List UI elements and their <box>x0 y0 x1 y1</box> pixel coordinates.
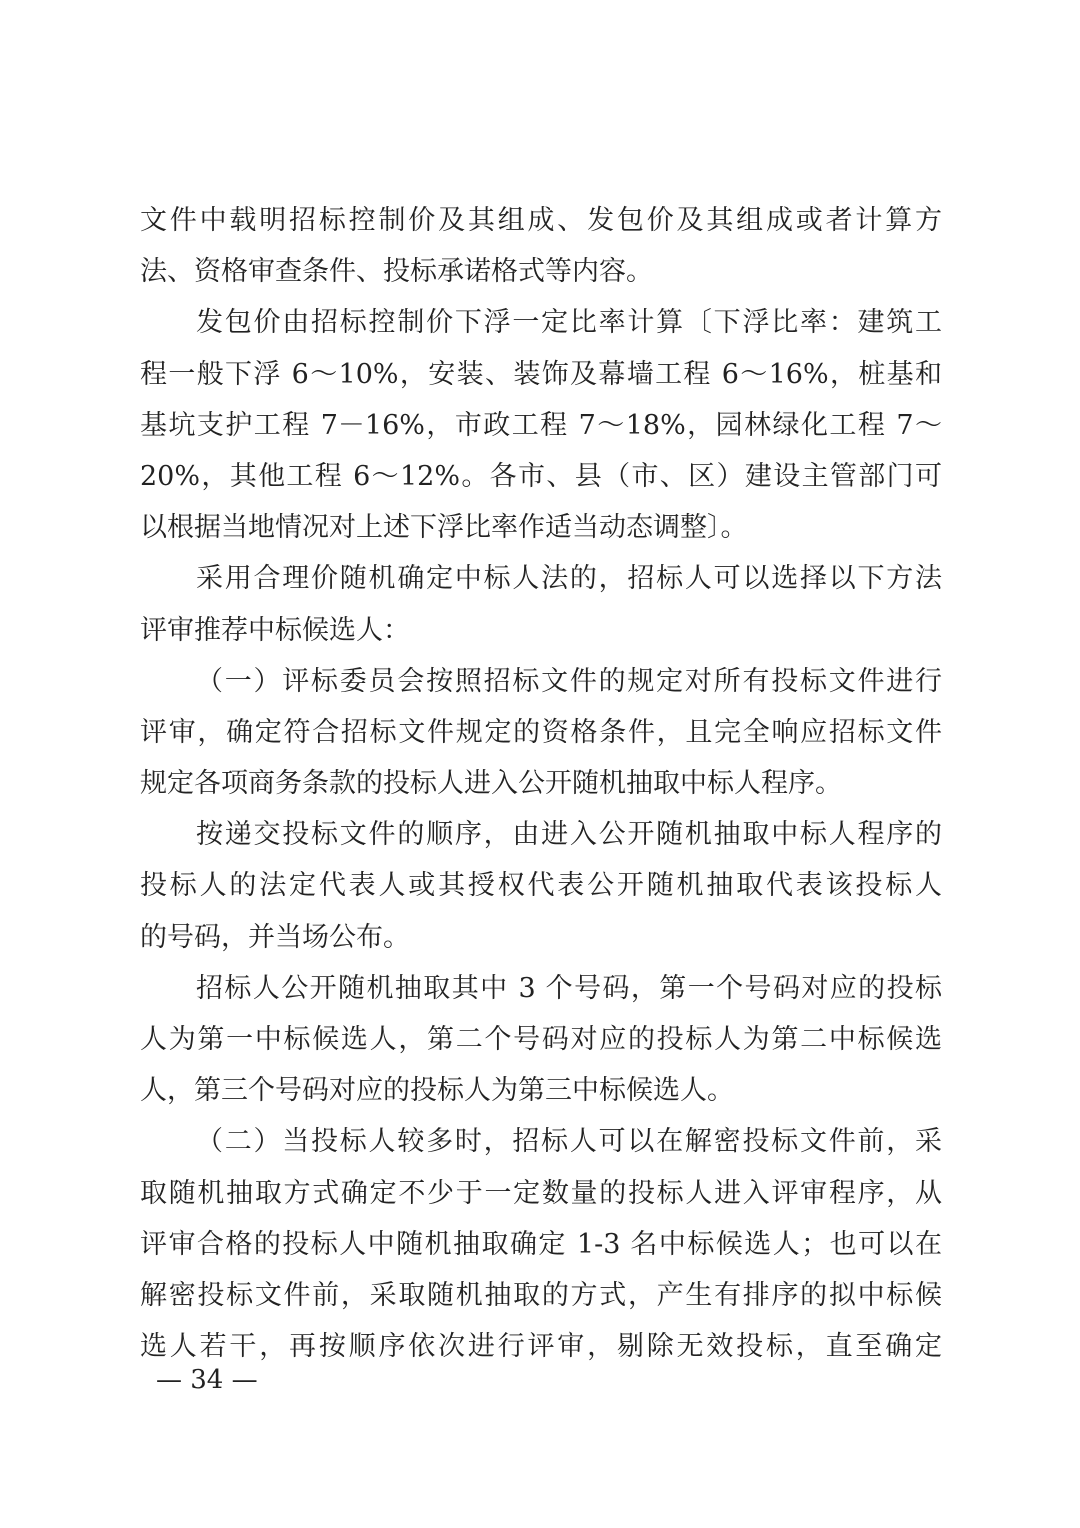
text-line: 以根据当地情况对上述下浮比率作适当动态调整〕。 <box>140 512 748 544</box>
text-line: 基坑支护工程 7－16%，市政工程 7～18%，园林绿化工程 7～ <box>140 409 942 441</box>
text-line: 采用合理价随机确定中标人法的，招标人可以选择以下方法 <box>196 563 942 595</box>
text-line: 法、资格审查条件、投标承诺格式等内容。 <box>140 256 653 288</box>
text-line: 发包价由招标控制价下浮一定比率计算〔下浮比率：建筑工 <box>196 307 942 339</box>
page-number: — 34 — <box>156 1365 258 1395</box>
text-line: 程一般下浮 6～10%，安装、装饰及幕墙工程 6～16%，桩基和 <box>140 358 942 390</box>
text-line: （二）当投标人较多时，招标人可以在解密投标文件前，采 <box>196 1126 942 1158</box>
text-line: 评审合格的投标人中随机抽取确定 1-3 名中标候选人；也可以在 <box>140 1228 942 1260</box>
text-line: 的号码，并当场公布。 <box>140 921 410 953</box>
text-line: 评审推荐中标候选人： <box>140 614 410 646</box>
text-line: 文件中载明招标控制价及其组成、发包价及其组成或者计算方 <box>140 205 942 236</box>
text-line: 评审，确定符合招标文件规定的资格条件，且完全响应招标文件 <box>140 716 942 748</box>
text-line: （一）评标委员会按照招标文件的规定对所有投标文件进行 <box>196 665 942 697</box>
text-line: 人，第三个号码对应的投标人为第三中标候选人。 <box>140 1075 734 1107</box>
text-line: 招标人公开随机抽取其中 3 个号码，第一个号码对应的投标 <box>196 972 942 1004</box>
text-line: 人为第一中标候选人，第二个号码对应的投标人为第二中标候选 <box>140 1024 942 1055</box>
text-line: 按递交投标文件的顺序，由进入公开随机抽取中标人程序的 <box>196 819 942 851</box>
text-line: 投标人的法定代表人或其授权代表公开随机抽取代表该投标人 <box>140 870 942 902</box>
text-line: 规定各项商务条款的投标人进入公开随机抽取中标人程序。 <box>140 768 842 800</box>
document-body <box>140 195 942 1372</box>
text-line: 解密投标文件前，采取随机抽取的方式，产生有排序的拟中标候 <box>140 1279 942 1311</box>
text-line: 20%，其他工程 6～12%。各市、县（市、区）建设主管部门可 <box>140 460 942 492</box>
text-line: 取随机抽取方式确定不少于一定数量的投标人进入评审程序，从 <box>140 1177 942 1209</box>
text-line: 选人若干，再按顺序依次进行评审，剔除无效投标，直至确定 <box>140 1331 942 1363</box>
